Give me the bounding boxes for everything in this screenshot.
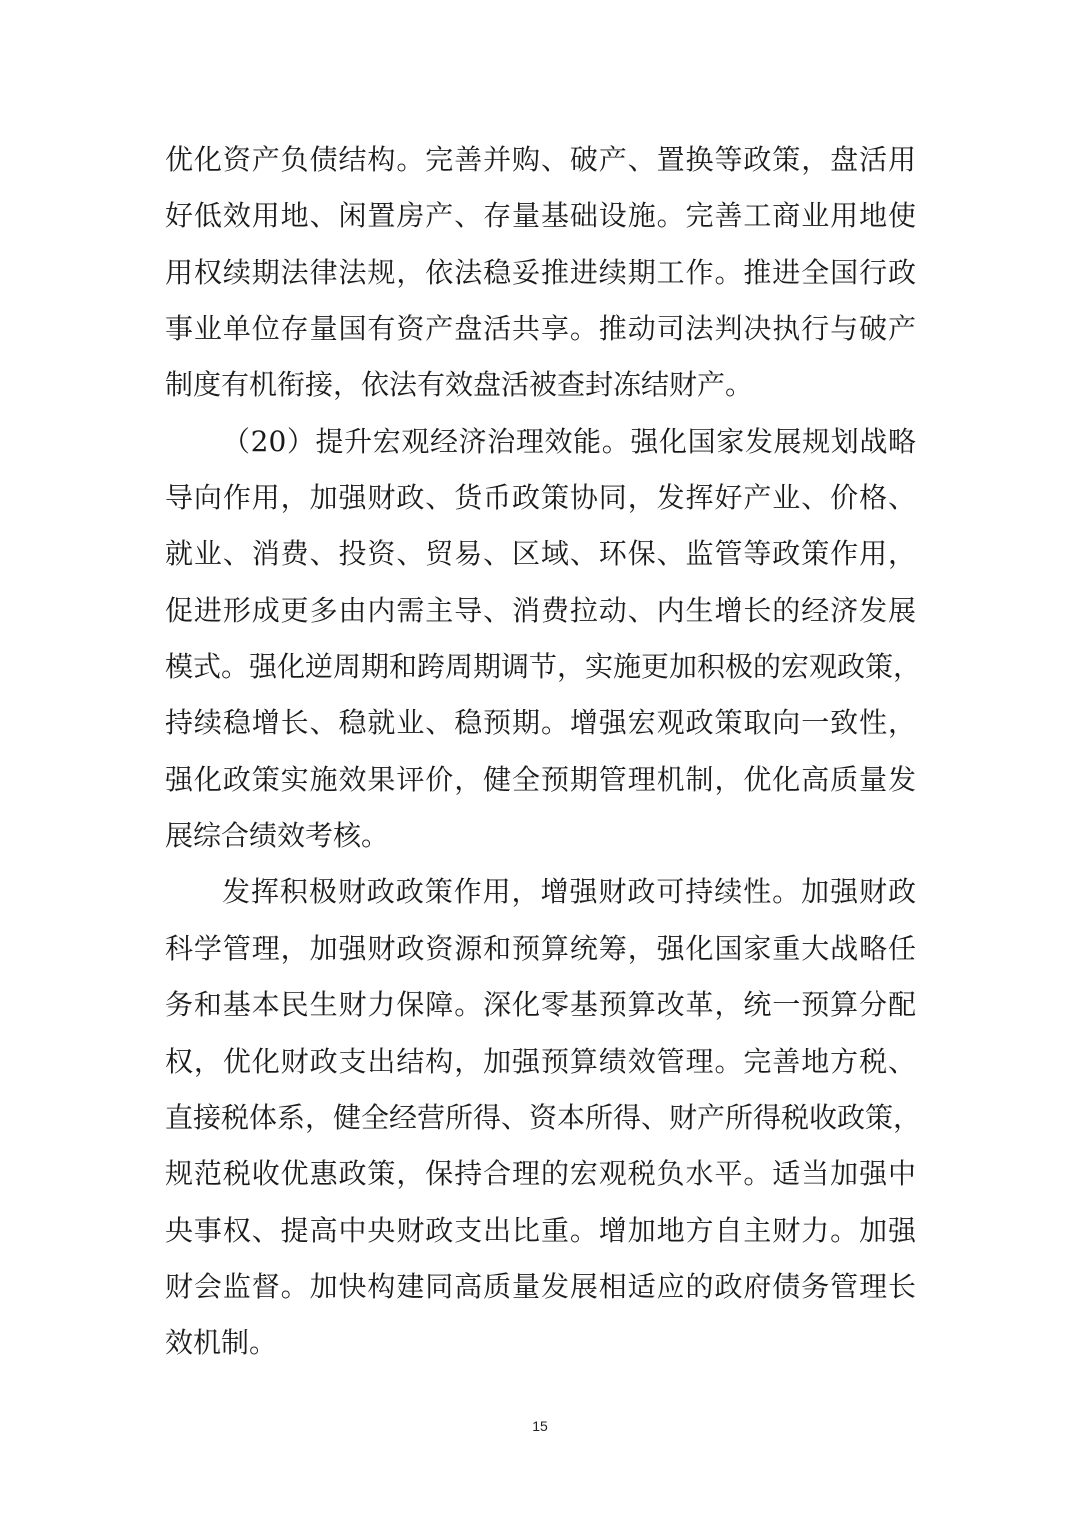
paragraph-asset-revitalization — [165, 132, 916, 414]
text-line: 效机制。 — [165, 1326, 278, 1360]
text-line: 用权续期法律法规，依法稳妥推进续期工作。推进全国行政 — [165, 255, 916, 289]
text-line: 持续稳增长、稳就业、稳预期。增强宏观政策取向一致性， — [165, 706, 916, 740]
text-line: 模式。强化逆周期和跨周期调节，实施更加积极的宏观政策， — [165, 650, 922, 684]
text-line: 规范税收优惠政策，保持合理的宏观税负水平。适当加强中 — [165, 1157, 916, 1191]
text-line: 事业单位存量国有资产盘活共享。推动司法判决执行与破产 — [165, 312, 916, 346]
text-line: 强化政策实施效果评价，健全预期管理机制，优化高质量发 — [165, 762, 916, 796]
text-line: 财会监督。加快构建同高质量发展相适应的政府债务管理长 — [165, 1269, 916, 1303]
text-line: 好低效用地、闲置房产、存量基础设施。完善工商业用地使 — [165, 199, 916, 233]
text-line: 直接税体系，健全经营所得、资本所得、财产所得税收政策， — [165, 1100, 922, 1134]
text-line: 发挥积极财政政策作用，增强财政可持续性。加强财政 — [222, 875, 916, 909]
text-line: 就业、消费、投资、贸易、区域、环保、监管等政策作用， — [165, 537, 916, 571]
text-line: 促进形成更多由内需主导、消费拉动、内生增长的经济发展 — [165, 593, 916, 627]
paragraph-fiscal-policy — [165, 864, 922, 1371]
text-line: 务和基本民生财力保障。深化零基预算改革，统一预算分配 — [165, 988, 916, 1022]
text-line: 权，优化财政支出结构，加强预算绩效管理。完善地方税、 — [165, 1044, 916, 1078]
paragraph-macro-governance — [165, 414, 922, 865]
text-line: 优化资产负债结构。完善并购、破产、置换等政策，盘活用 — [165, 143, 916, 176]
text-line: 展综合绩效考核。 — [165, 819, 390, 853]
document-body — [165, 132, 922, 1372]
text-line: （20）提升宏观经济治理效能。强化国家发展规划战略 — [222, 424, 916, 458]
page-number: 15 — [532, 1418, 548, 1434]
text-line: 导向作用，加强财政、货币政策协同，发挥好产业、价格、 — [165, 481, 916, 515]
text-line: 科学管理，加强财政资源和预算统筹，强化国家重大战略任 — [165, 931, 916, 965]
text-line: 制度有机衔接，依法有效盘活被查封冻结财产。 — [165, 368, 754, 402]
text-line: 央事权、提高中央财政支出比重。增加地方自主财力。加强 — [165, 1213, 916, 1247]
